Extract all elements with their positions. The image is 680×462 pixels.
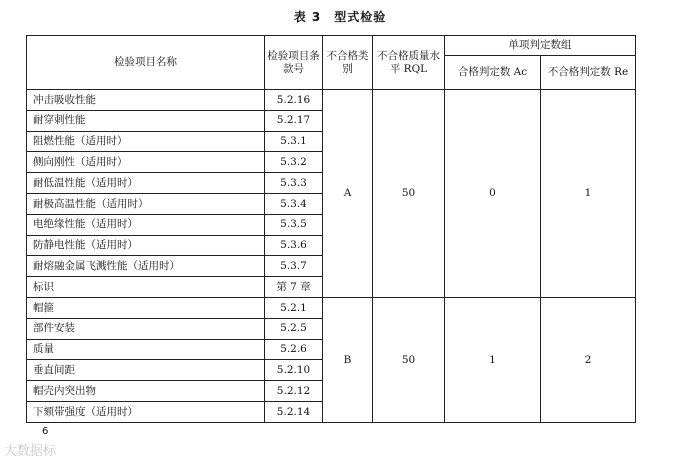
ac-cell: 1	[445, 297, 541, 422]
item-name: 标识	[27, 277, 265, 298]
item-clause: 第 7 章	[265, 277, 323, 298]
category-cell: A	[323, 90, 373, 298]
item-clause: 5.2.6	[265, 339, 323, 360]
item-name: 阻燃性能（适用时）	[27, 131, 265, 152]
item-clause: 5.2.17	[265, 110, 323, 131]
item-name: 耐熔融金属飞溅性能（适用时）	[27, 256, 265, 277]
type-inspection-table	[26, 35, 636, 423]
item-clause: 5.3.4	[265, 193, 323, 214]
item-clause: 5.3.1	[265, 131, 323, 152]
page-number: 6	[42, 426, 49, 437]
item-clause: 5.2.10	[265, 360, 323, 381]
item-name: 冲击吸收性能	[27, 90, 265, 111]
rql-cell: 50	[373, 90, 445, 298]
item-clause: 5.2.12	[265, 381, 323, 402]
item-name: 帽箍	[27, 297, 265, 318]
header-judgment-group: 单项判定数组	[445, 36, 636, 56]
item-name: 耐低温性能（适用时）	[27, 173, 265, 194]
item-name: 垂直间距	[27, 360, 265, 381]
header-row	[27, 36, 636, 56]
header-item-name: 检验项目名称	[27, 36, 265, 90]
item-clause: 5.2.1	[265, 297, 323, 318]
re-cell: 2	[541, 297, 636, 422]
item-name: 下颏带强度（适用时）	[27, 401, 265, 422]
item-clause: 5.3.7	[265, 256, 323, 277]
item-name: 帽壳内突出物	[27, 381, 265, 402]
item-name: 电绝缘性能（适用时）	[27, 214, 265, 235]
item-name: 防静电性能（适用时）	[27, 235, 265, 256]
header-category: 不合格类别	[323, 36, 373, 90]
item-clause: 5.3.3	[265, 173, 323, 194]
item-name: 部件安装	[27, 318, 265, 339]
table-row	[27, 90, 636, 111]
ac-cell: 0	[445, 90, 541, 298]
item-name: 耐穿刺性能	[27, 110, 265, 131]
item-clause: 5.3.6	[265, 235, 323, 256]
re-cell: 1	[541, 90, 636, 298]
header-rql: 不合格质量水平 RQL	[373, 36, 445, 90]
category-cell: B	[323, 297, 373, 422]
item-clause: 5.2.5	[265, 318, 323, 339]
table-row	[27, 297, 636, 318]
header-re: 不合格判定数 Re	[541, 56, 636, 90]
header-clause: 检验项目条款号	[265, 36, 323, 90]
item-name: 侧向刚性（适用时）	[27, 152, 265, 173]
item-clause: 5.3.5	[265, 214, 323, 235]
header-ac: 合格判定数 Ac	[445, 56, 541, 90]
item-clause: 5.2.14	[265, 401, 323, 422]
rql-cell: 50	[373, 297, 445, 422]
table-title: 表 3 型式检验	[293, 10, 387, 24]
watermark: 大数据标	[4, 444, 57, 459]
item-clause: 5.2.16	[265, 90, 323, 111]
item-clause: 5.3.2	[265, 152, 323, 173]
item-name: 耐极高温性能（适用时）	[27, 193, 265, 214]
item-name: 质量	[27, 339, 265, 360]
